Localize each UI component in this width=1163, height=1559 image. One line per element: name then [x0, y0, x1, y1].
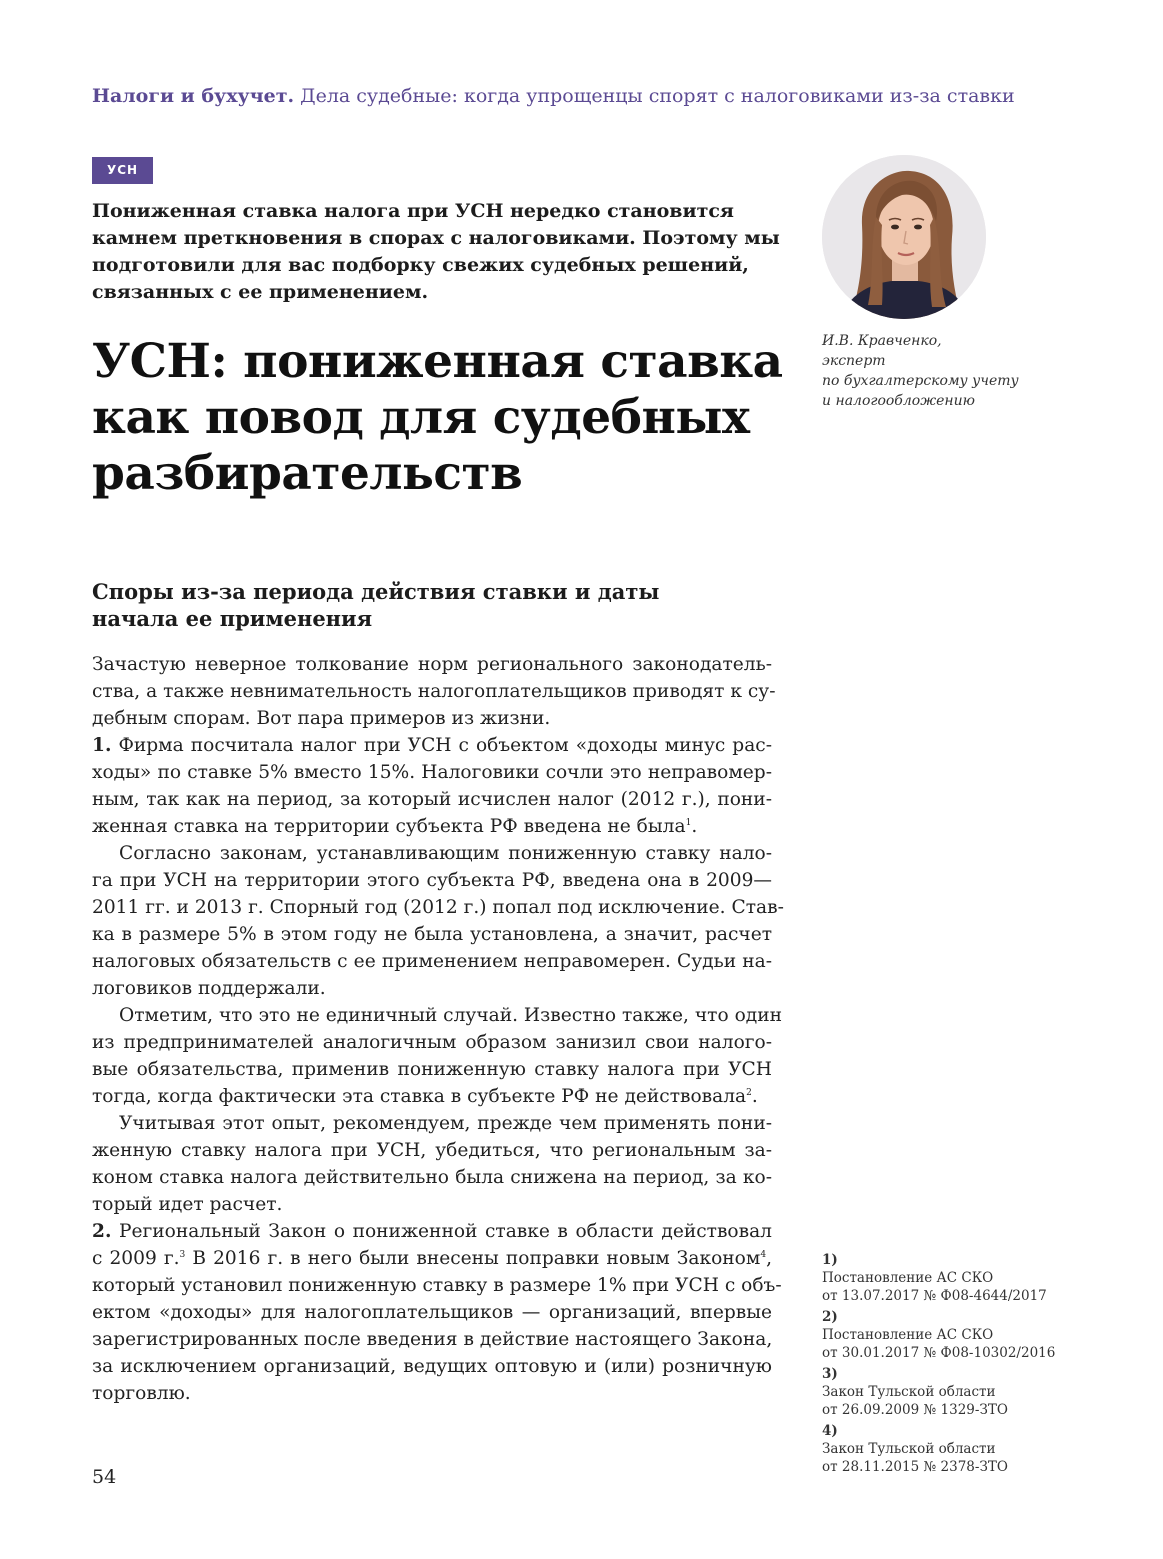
list-number: 2. — [92, 1221, 112, 1242]
body-line: зарегистрированных после введения в действие настоящего Закона, — [92, 1329, 773, 1350]
footnote-ref: 3 — [179, 1250, 186, 1260]
body-line: тогда, когда фактически эта ставка в субъекте РФ не действовала$^2$. — [92, 1086, 758, 1107]
body-line — [92, 732, 772, 759]
body-line: который установил пониженную ставку в размере 1% при УСН с объ- — [92, 1275, 782, 1296]
footnote-line — [822, 1422, 1122, 1458]
body-line: дебным спорам. Вот пара примеров из жизни. — [92, 708, 551, 729]
header-section: Налоги и бухучет. — [92, 85, 295, 107]
body-line: ства, а также невнимательность налогоплательщиков приводят к су- — [92, 681, 776, 702]
footnote-text: Постановление АС СКО — [822, 1327, 994, 1343]
body-text: с 2009 г. — [92, 1248, 180, 1269]
footnote-text: Постановление АС СКО — [822, 1270, 994, 1286]
footnote-line — [822, 1365, 1122, 1401]
body-line: ходы» по ставке 5% вместо 15%. Налоговики сочли это неправомер- — [92, 762, 772, 783]
body-line: Зачастую неверное толкование норм регионального законодатель- — [92, 654, 772, 675]
section-tag: УСН — [92, 157, 153, 184]
body-text: тогда, когда фактически эта ставка в субъекте РФ не действовала — [92, 1086, 747, 1107]
section-heading-line: Споры из-за периода действия ставки и даты — [92, 579, 660, 604]
author-role: и налогообложению — [822, 393, 975, 409]
footnote-line: от 28.11.2015 № 2378-ЗТО — [822, 1459, 1008, 1475]
body-line: 2011 гг. и 2013 г. Спорный год (2012 г.) попал под исключение. Став- — [92, 897, 784, 918]
author-role: по бухгалтерскому учету — [822, 373, 1019, 389]
footnote-ref: 2 — [746, 1088, 752, 1098]
body-text: В 2016 г. в него были внесены поправки новым Законом — [192, 1248, 761, 1269]
body-line: Учитывая этот опыт, рекомендуем, прежде чем применять пони- — [119, 1113, 772, 1134]
title-line: как повод для судебных — [92, 390, 750, 445]
footnote-line — [822, 1251, 1122, 1287]
footnote-line: от 30.01.2017 № Ф08-10302/2016 — [822, 1345, 1056, 1361]
lead-paragraph: Пониженная ставка налога при УСН нередко становится камнем преткновения в спорах с налоговиками. Поэтому мы подготовили для вас подборку свежих судебных решений, связанных с ее применением. — [92, 200, 780, 303]
body-text: Фирма посчитала налог при УСН с объектом «доходы минус рас- — [118, 735, 772, 756]
author-caption — [822, 331, 1082, 411]
body-line: торый идет расчет. — [92, 1194, 283, 1215]
footnote-line: от 13.07.2017 № Ф08-4644/2017 — [822, 1288, 1047, 1304]
footnote-number: 4) — [822, 1423, 838, 1439]
body-text: Региональный Закон о пониженной ставке в области действовал — [118, 1221, 772, 1242]
article-body — [92, 651, 784, 1407]
portrait-illustration — [822, 155, 986, 319]
footnote-item — [822, 1422, 1122, 1476]
title-line: разбирательств — [92, 446, 523, 501]
footnote-number: 3) — [822, 1366, 838, 1382]
footnotes — [822, 1251, 1122, 1479]
header-article-title: Дела судебные: когда упрощенцы спорят с налоговиками из-за ставки — [300, 85, 1015, 107]
footnote-item — [822, 1365, 1122, 1419]
body-line: коном ставка налога действительно была снижена на период, за ко- — [92, 1167, 772, 1188]
author-portrait-icon — [822, 155, 986, 319]
body-line: с 2009 г.$^3$ В 2016 г. в него были внесены поправки новым Законом$^4$, — [92, 1248, 772, 1269]
title-line: УСН: пониженная ставка — [92, 334, 783, 389]
body-line: женную ставку налога при УСН, убедиться, что региональным за- — [92, 1140, 772, 1161]
footnote-text: Закон Тульской области — [822, 1441, 996, 1457]
running-header — [92, 84, 1092, 108]
footnote-text: Закон Тульской области — [822, 1384, 996, 1400]
body-line: ка в размере 5% в этом году не была установлена, а значит, расчет — [92, 924, 772, 945]
body-line: логовиков поддержали. — [92, 978, 326, 999]
body-line: га при УСН на территории этого субъекта РФ, введена она в 2009— — [92, 870, 772, 891]
body-line: Отметим, что это не единичный случай. Известно также, что один — [119, 1005, 782, 1026]
body-line: Согласно законам, устанавливающим пониженную ставку нало- — [119, 843, 772, 864]
body-line — [92, 1218, 772, 1245]
body-line: ным, так как на период, за который исчислен налог (2012 г.), пони- — [92, 789, 772, 810]
list-number: 1. — [92, 735, 112, 756]
footnote-line: от 26.09.2009 № 1329-ЗТО — [822, 1402, 1008, 1418]
author-role: эксперт — [822, 353, 886, 369]
body-line: за исключением организаций, ведущих оптовую и (или) розничную — [92, 1356, 772, 1377]
section-heading — [92, 578, 792, 632]
footnote-number: 1) — [822, 1252, 838, 1268]
body-line: торговлю. — [92, 1383, 191, 1404]
footnote-line — [822, 1308, 1122, 1344]
page-number: 54 — [92, 1466, 117, 1488]
body-line: ектом «доходы» для налогоплательщиков — организаций, впервые — [92, 1302, 772, 1323]
footnote-ref: 1 — [685, 818, 692, 828]
body-line: из предпринимателей аналогичным образом занизил свои налого- — [92, 1032, 772, 1053]
body-line: налоговых обязательств с ее применением неправомерен. Судьи на- — [92, 951, 772, 972]
body-line: вые обязательства, применив пониженную ставку налога при УСН — [92, 1059, 772, 1080]
section-heading-line: начала ее применения — [92, 606, 373, 631]
footnote-item — [822, 1308, 1122, 1362]
body-text: женная ставка на территории субъекта РФ введена не была — [92, 816, 686, 837]
footnote-number: 2) — [822, 1309, 838, 1325]
author-name: И.В. Кравченко, — [822, 333, 942, 349]
footnote-ref: 4 — [760, 1250, 767, 1260]
article-title — [92, 334, 812, 502]
footnote-item — [822, 1251, 1122, 1305]
body-line: женная ставка на территории субъекта РФ введена не была$^1$. — [92, 816, 698, 837]
